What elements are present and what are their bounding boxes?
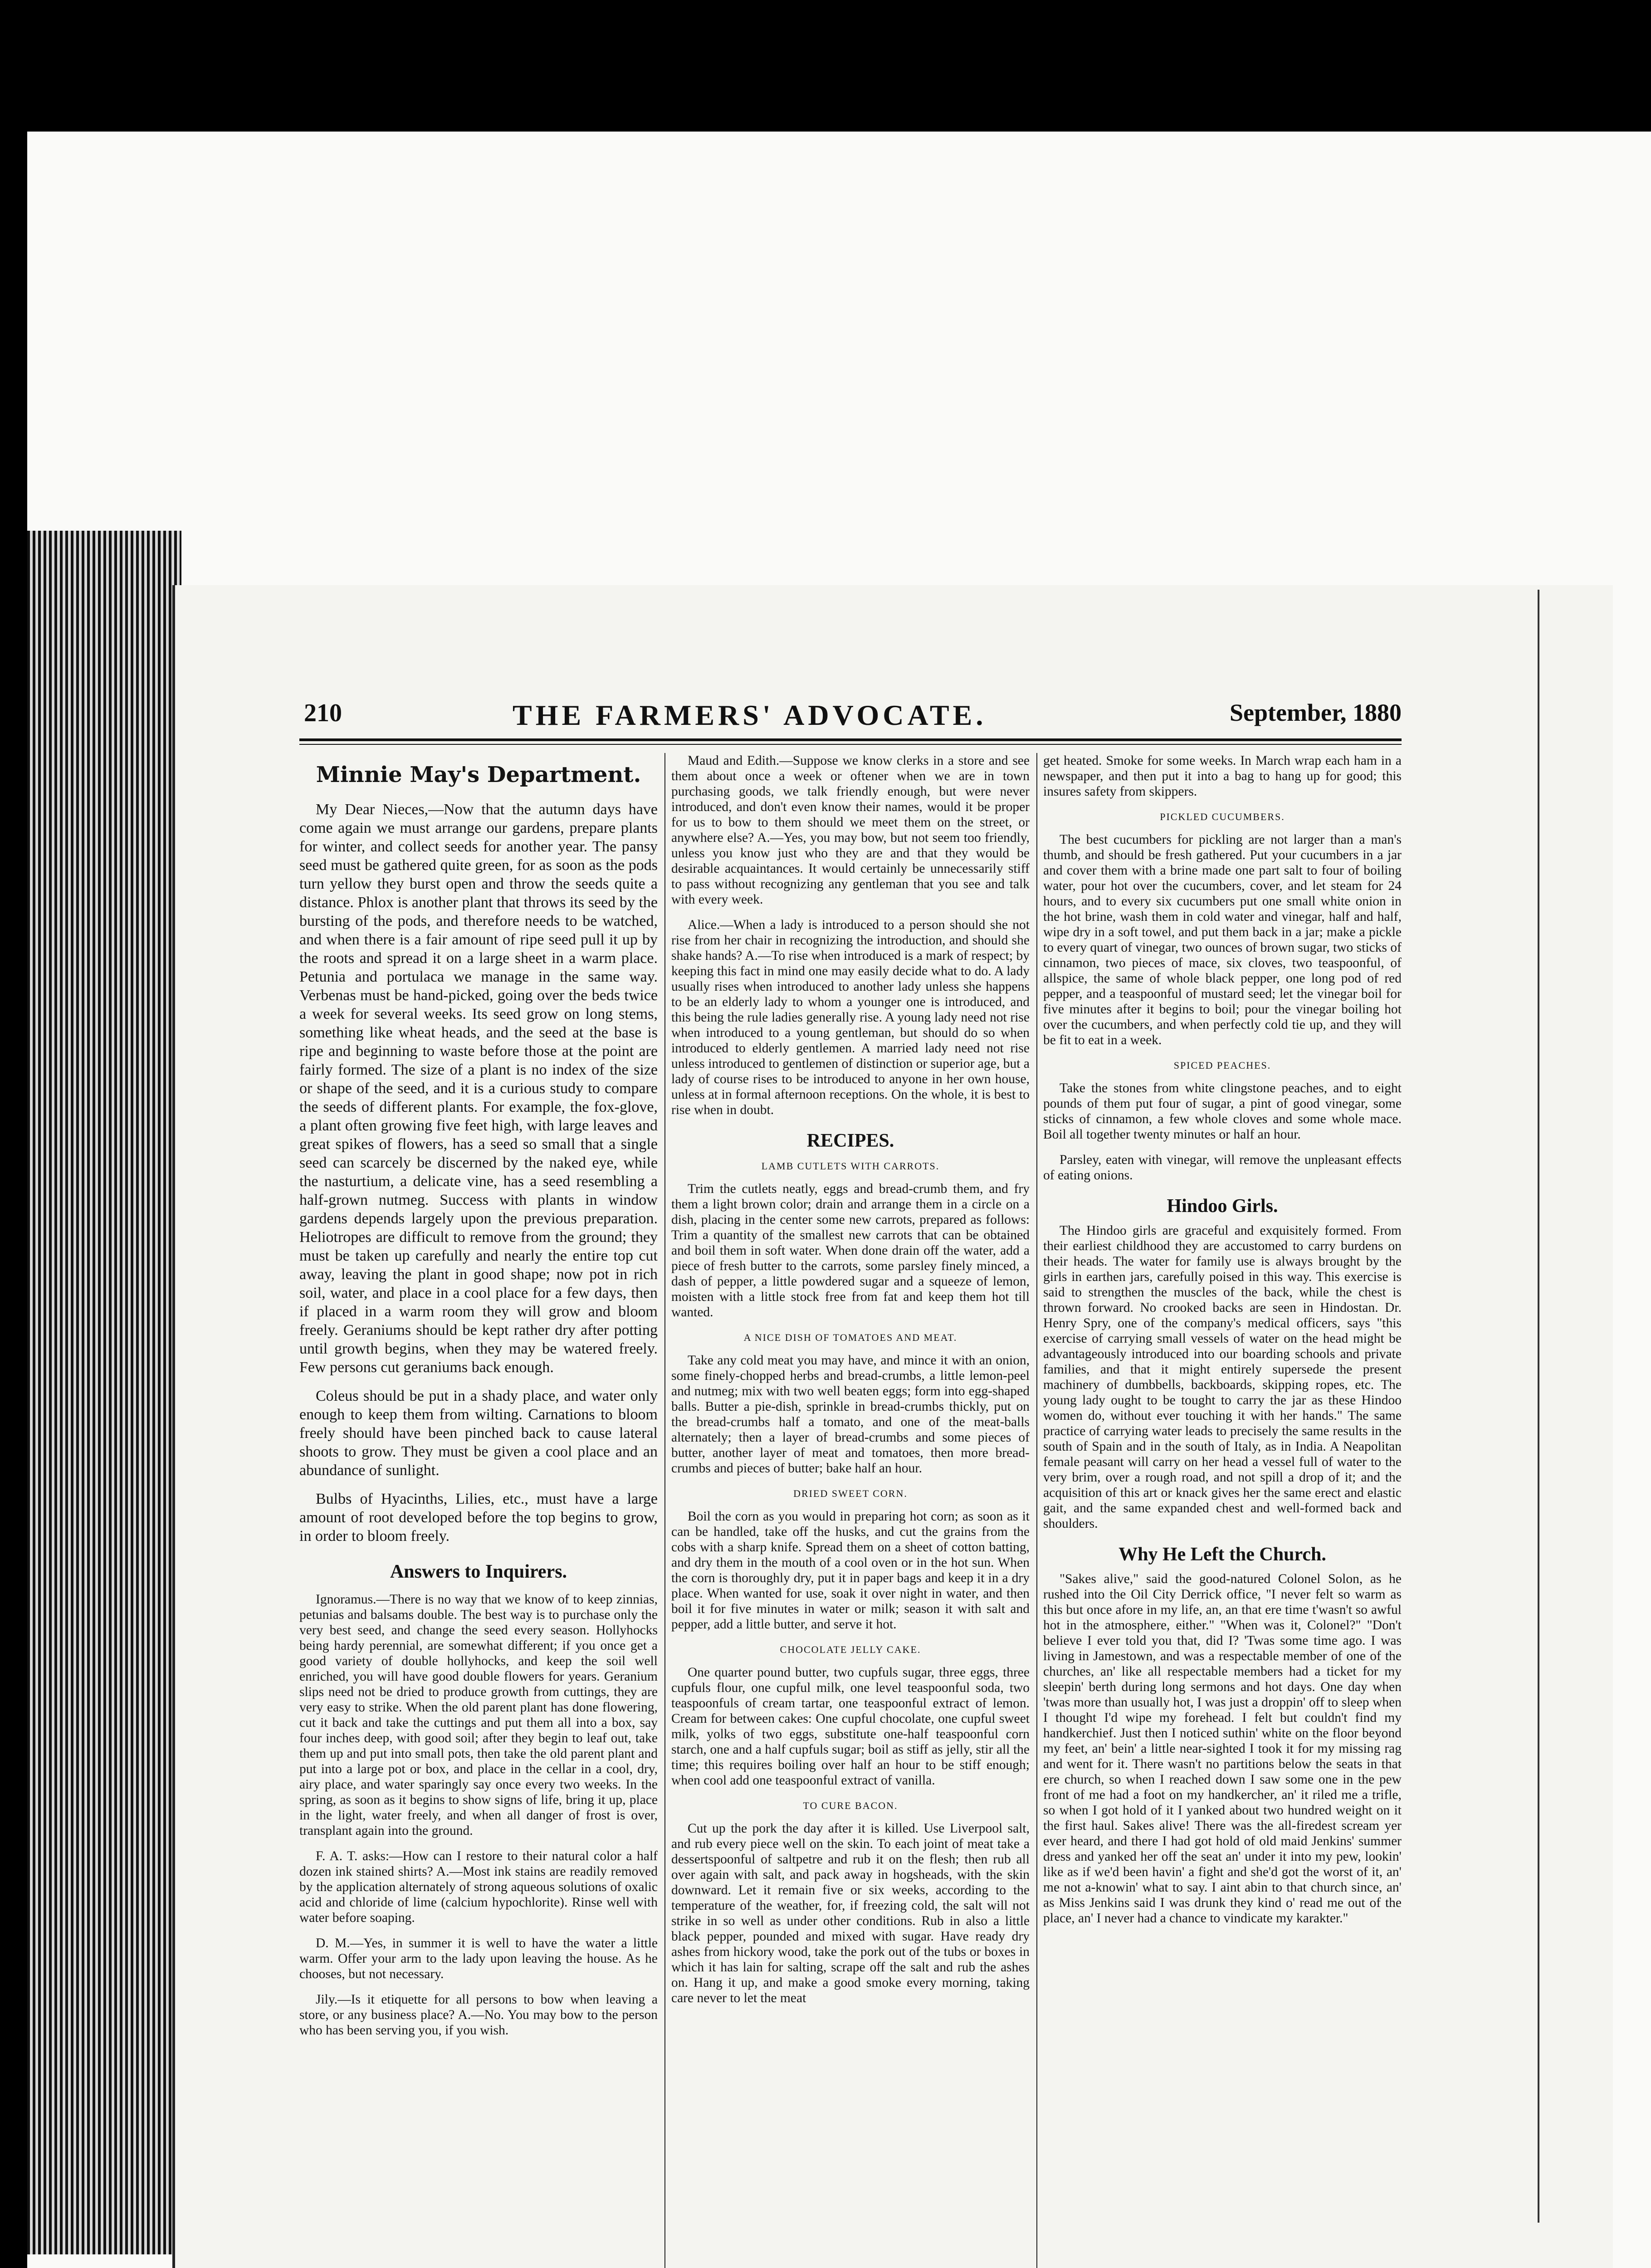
recipe-title: PICKLED CUCUMBERS. (1160, 811, 1285, 822)
issue-date: September, 1880 (1230, 699, 1402, 726)
paragraph: Ignoramus.—There is no way that we know of to keep zinnias, petunias and balsams double. The best way is to purchase only the very best seed, and change the seed every season. Hollyhocks being hardy perennial, are somewhat different; if you once get a good variety of double hollyhocks, and keep the soil well enriched, you will have good double flowers for years. Geranium slips need not be dried to produce growth from cuttings, they are very easy to strike. When the old parent plant has done flowering, cut it back and take the cuttings and put them all into a box, say four inches deep, with good soil; after they begin to leaf out, take them up and put into small pots, then take the old parent plant and put into a large pot or box, and place in the cellar in a cool, dry, airy place, and water sparingly say once every two weeks. In the spring, as soon as it begins to show signs of life, bring it up, place in the light, water freely, and when all danger of frost is over, transplant again into the ground. (299, 1592, 658, 1838)
section-heading: Minnie May's Department. (316, 762, 641, 787)
paragraph: Cut up the pork the day after it is killed. Use Liverpool salt, and rub every piece well on the skin. To each joint of meat take a dessertspoonful of saltpetre and rub it on the flesh; then rub all over again with salt, and pack away in hogsheads, with the skin downward. Let it remain five or six weeks, according to the temperature of the weather, for, if freezing cold, the salt will not strike in so well as under other conditions. Rub in also a little black pepper, pounded and mixed with sugar. Have ready dry ashes from hickory wood, take the pork out of the tubs or boxes in which it has lain for salting, scrape off the salt and rub the ashes on. Hang it up, and make a good smoke every morning, taking care never to let the meat (671, 1821, 1030, 2005)
section-heading: Hindoo Girls. (1167, 1196, 1278, 1217)
column-3 (1043, 753, 1402, 1936)
paragraph: Take any cold meat you may have, and mince it with an onion, some finely-chopped herbs and bread-crumbs, a little lemon-peel and nutmeg; mix with two well beaten eggs; form into egg-shaped balls. Butter a pie-dish, sprinkle in bread-crumbs thickly, put on the bread-crumbs half a tomato, and one of the meat-balls alternately; then a layer of bread-crumbs and some pieces of butter, another layer of meat and tomatoes, then more bread-crumbs and pieces of butter; bake half an hour. (671, 1353, 1030, 1476)
section-heading: Why He Left the Church. (1119, 1544, 1326, 1565)
paragraph: Boil the corn as you would in preparing hot corn; as soon as it can be handled, take off the husks, and cut the grains from the cobs with a sharp knife. Spread them on a sheet of cotton batting, and dry them in the mouth of a cool oven or in the hot sun. When the corn is thoroughly dry, put it in paper bags and keep it in a dry place. When wanted for use, soak it over night in water, and then boil it for five minutes in water or milk; season it with salt and pepper, add a little butter, and serve it hot. (671, 1509, 1030, 1632)
paragraph: Parsley, eaten with vinegar, will remove the unpleasant effects of eating onions. (1043, 1153, 1402, 1183)
column-divider (664, 753, 665, 2268)
recipe-title: DRIED SWEET CORN. (793, 1488, 908, 1499)
paragraph: Take the stones from white clingstone peaches, and to eight pounds of them put four of sugar, a pint of good vinegar, some sticks of cinnamon, a few whole cloves and some whole mace. Boil all together twenty minutes or half an hour. (1043, 1081, 1402, 1142)
paragraph: The Hindoo girls are graceful and exquisitely formed. From their earliest childhood they are accustomed to carry burdens on their heads. The water for family use is always brought by the girls in earthen jars, carefully poised in this way. This exercise is said to strengthen the muscles of the back, while the chest is thrown forward. No crooked backs are seen in Hindostan. Dr. Henry Spry, one of the company's medical officers, says "this exercise of carrying small vessels of water on the head might be advantageously introduced into our boarding schools and private families, and that it might entirely supersede the present machinery of dumbbells, backboards, skipping ropes, etc. The young lady ought to be tought to carry the jar as these Hindoo women do, without ever touching it with her hands." The same practice of carrying water leads to precisely the same results in the south of Spain and in the south of Italy, as in India. A Neapolitan female peasant will carry on her head a vessel full of water to the very brim, over a rough road, and not spill a drop of it; and the acquisition of this art or knack gives her the same erect and elastic gait, and the same expanded chest and well-formed back and shoulders. (1043, 1223, 1402, 1531)
book-binding (27, 531, 181, 2254)
header-rule-thin (299, 744, 1402, 745)
masthead (299, 699, 1402, 735)
column-1 (299, 753, 658, 2048)
paragraph: Trim the cutlets neatly, eggs and bread-crumb them, and fry them a light brown color; drain and arrange them in a circle on a dish, placing in the center some new carrots, prepared as follows: Trim a quantity of the smallest new carrots that can be obtained and boil them in soft water. When done drain off the water, add a piece of fresh butter to the carrots, some parsley finely minced, a dash of pepper, a little powdered sugar and a squeeze of lemon, moisten with a little stock free from fat and keep them hot till wanted. (671, 1182, 1030, 1320)
paragraph: D. M.—Yes, in summer it is well to have the water a little warm. Offer your arm to the lady upon leaving the house. As he chooses, but not necessary. (299, 1936, 658, 1981)
column-divider (1036, 753, 1037, 2268)
recipe-title: LAMB CUTLETS WITH CARROTS. (761, 1160, 940, 1172)
page-edge (1524, 590, 1539, 2223)
newspaper-title: THE FARMERS' ADVOCATE. (513, 699, 987, 731)
paragraph: The best cucumbers for pickling are not larger than a man's thumb, and should be fresh gathered. Put your cucumbers in a jar and cover them with a brine made one part salt to four of boiling water, pour hot over the cucumbers, cover, and let steam for 24 hours, and to every six cucumbers put one small white onion in the hot brine, wash them in cold water and vinegar, half and half, wipe dry in a soft towel, and put them back in a jar; make a pickle to every quart of vinegar, two ounces of brown sugar, two sticks of cinnamon, two pieces of mace, six cloves, two teaspoonful, of allspice, the same of whole black pepper, one long pod of red pepper, and a teaspoonful of mustard seed; let the vinegar boil for five minutes after it begins to boil; pour the vinegar boiling hot over the cucumbers, and when perfectly cold tie up, and they will be fit to eat in a week. (1043, 832, 1402, 1047)
paragraph: get heated. Smoke for some weeks. In March wrap each ham in a newspaper, and then put it into a bag to hang up for good; this insures safety from skippers. (1043, 753, 1402, 799)
paragraph: One quarter pound butter, two cupfuls sugar, three eggs, three cupfuls flour, one cupful milk, one level teaspoonful soda, two teaspoonfuls of cream tartar, one teaspoonful extract of lemon. Cream for between cakes: One cupful chocolate, one cupful sweet milk, yolks of two eggs, substitute one-half teaspoonful corn starch, one and a half cupfuls sugar; boil as stiff as jelly, stir all the time; this requires boiling over half an hour to be stiff enough; when cool add one teaspoonful extract of vanilla. (671, 1665, 1030, 1788)
recipe-title: CHOCOLATE JELLY CAKE. (780, 1644, 921, 1655)
paragraph: My Dear Nieces,—Now that the autumn days have come again we must arrange our gardens, prepare plants for winter, and collect seeds for another year. The pansy seed must be gathered quite green, for as soon as the pods turn yellow they burst open and throw the seeds quite a distance. Phlox is another plant that throws its seed by the bursting of the pods, and therefore needs to be watched, and when there is a fair amount of ripe seed pull it up by the roots and spread it on a large sheet in a warm place. Petunia and portulaca we manage in the same way. Verbenas must be hand-picked, going over the beds twice a week for several weeks. Its seed grow on long stems, something like wheat heads, and the seed at the base is ripe and beginning to waste before those at the point are fairly formed. The size of a plant is no index of the size or shape of the seed, and it is a curious study to compare the seeds of different plants. For example, the fox-glove, a plant often growing five feet high, with large leaves and great spikes of flowers, has a seed so small that a single seed can scarcely be discerned by the naked eye, while the nasturtium, a delicate vine, has a seed resembling a half-grown nutmeg. Success with plants in window gardens depends largely upon the previous preparation. Heliotropes are difficult to remove from the ground; they must be taken up carefully and nearly the entire top cut away, leaving the plant in good shape; now pot in rich soil, water, and place in a cool place for a few days, then if placed in a warm room they will grow and bloom freely. Geraniums should be kept rather dry after potting until growth begins, when they may be watered freely. Few persons cut geraniums back enough. (299, 801, 658, 1376)
page-number: 210 (304, 699, 342, 727)
paragraph: Coleus should be put in a shady place, and water only enough to keep them from wilting. Carnations to bloom freely should have been pinched back to cause lateral shoots to grow. They must be given a cool place and an abundance of sunlight. (299, 1388, 658, 1479)
paragraph: Jily.—Is it etiquette for all persons to bow when leaving a store, or any business place? A.—No. You may bow to the person who has been serving you, if you wish. (299, 1992, 658, 2038)
paragraph: "Sakes alive," said the good-natured Colonel Solon, as he rushed into the Oil City Derrick office, "I never felt so warm as this but once afore in my life, an, an that ere time t'wasn't so awful hot in the atmosphere, either." "When was it, Colonel?" "Don't believe I ever told you that, did I? 'Twas some time ago. I was living in Jamestown, and was a respectable member of one of the churches, an' like all respectable members had a ticket for my sleepin' berth during long sermons and hot days. One day when 'twas more than usually hot, I was just a droppin' off to sleep when I thought I'd wipe my forehead. I felt but couldn't find my handkerchief. Just then I noticed suthin' white on the floor beyond my feet, an' bein' a little near-sighted I took it for my missing rag and went for it. There wasn't no partitions below the seats in that ere church, so when I reached down I saw some one in the pew front of me had a foot on my handkercher, an' it riled me a trifle, so when I got hold of it I yanked about two hundred weight on it the first haul. Sakes alive! There was the all-firedest scream yer ever heard, and there I had got hold of old maid Jenkins' summer dress and yanked her off the seat an' under it into my pew, lookin' like as if we'd been havin' a fight and she'd got the worst of it, an' me not a-knowin' what to say. I aint abin to that church since, an' as Miss Jenkins said I was drunk they kind o' read me out of the place, an' I never had a chance to vindicate my karakter." (1043, 1572, 1402, 1926)
section-heading: RECIPES. (806, 1130, 894, 1151)
paragraph: F. A. T. asks:—How can I restore to their natural color a half dozen ink stained shirts? A.—Most ink stains are readily removed by the application alternately of strong aqueous solutions of oxalic acid and chloride of lime (calcium hypochlorite). Rinse well with water before soaping. (299, 1849, 658, 1925)
recipe-title: A NICE DISH OF TOMATOES AND MEAT. (743, 1332, 957, 1343)
recipe-title: SPICED PEACHES. (1173, 1060, 1271, 1071)
paragraph: Maud and Edith.—Suppose we know clerks in a store and see them about once a week or oftener when we are in town purchasing goods, we talk friendly enough, but were never introduced, and don't even know their names, would it be proper for us to bow to them should we meet them on the street, or anywhere else? A.—Yes, you may bow, but not seem too friendly, unless you know just who they are and that they would be desirable acquaintances. It would certainly be unnecessarily stiff to pass without recognizing any gentleman that you see and talk with every week. (671, 753, 1030, 907)
paragraph: Bulbs of Hyacinths, Lilies, etc., must have a large amount of root developed before the top begins to grow, in order to bloom freely. (299, 1491, 658, 1545)
recipe-title: TO CURE BACON. (803, 1800, 898, 1811)
column-2 (671, 753, 1030, 2016)
header-rule (299, 738, 1402, 741)
paragraph: Alice.—When a lady is introduced to a person should she not rise from her chair in recognizing the introduction, and should she shake hands? A.—To rise when introduced is a mark of respect; by keeping this fact in mind one may easily decide what to do. A lady usually rises when introduced to another lady unless she happens to be an elderly lady to whom a younger one is introduced, and this being the rule ladies generally rise. A young lady need not rise when introduced to a young gentleman, but should do so when introduced to elderly gentlemen. A married lady need not rise unless introduced to gentlemen of distinction or superior age, but a lady of course rises to be introduced to anyone in her own house, unless at in formal afternoon receptions. On the whole, it is best to rise when in doubt. (671, 918, 1030, 1117)
section-heading: Answers to Inquirers. (390, 1561, 567, 1582)
